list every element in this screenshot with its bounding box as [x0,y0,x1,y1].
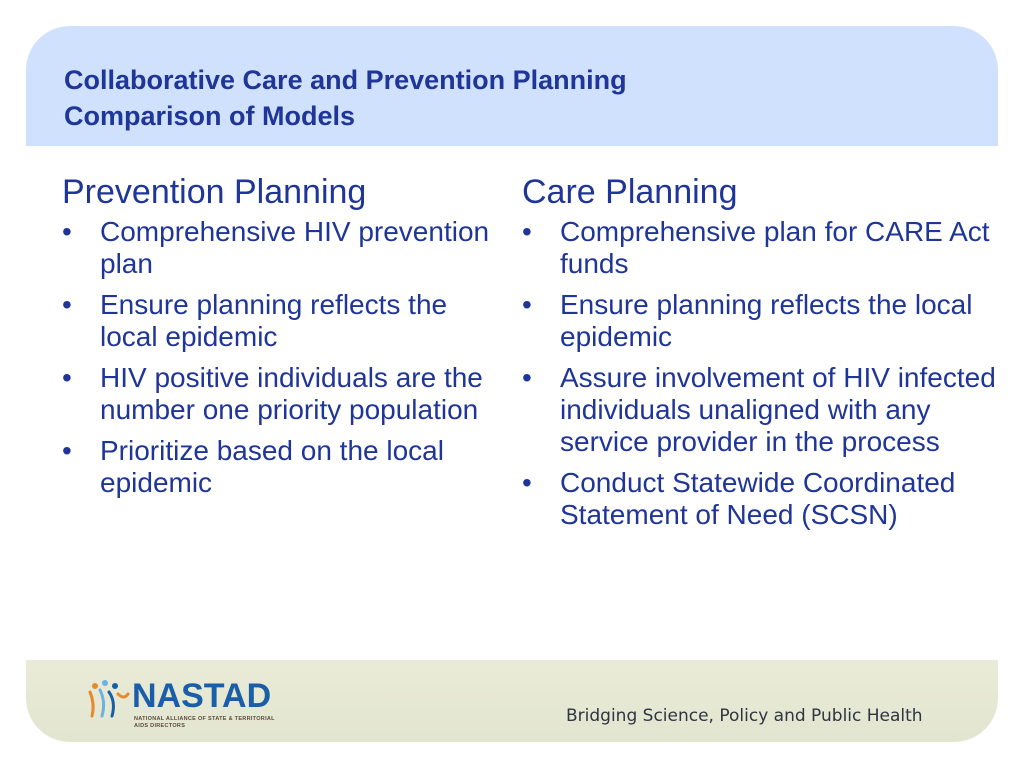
list-item-text: Ensure planning reflects the local epidemic [100,289,448,352]
nastad-people-logo-icon [88,680,134,720]
care-planning-column [522,171,1002,531]
bullet-icon: • [522,467,532,498]
bullet-icon: • [62,435,72,466]
list-item-text: Ensure planning reflects the local epidemic [560,289,973,352]
bullet-icon: • [62,362,72,393]
slide-title-line-1: Collaborative Care and Prevention Planning [64,65,627,95]
slide-title [64,62,627,134]
logo-wordmark: NASTAD [132,677,272,715]
care-planning-heading: Care Planning [522,173,738,211]
bullet-icon: • [522,216,532,247]
list-item-text: HIV positive individuals are the number one priority population [100,362,483,425]
list-item-text: Comprehensive plan for CARE Act funds [560,216,990,279]
bullet-icon: • [62,216,72,247]
list-item-text: Comprehensive HIV prevention plan [100,216,490,279]
list-item [522,289,1002,353]
list-item [522,216,1002,280]
footer-tagline: Bridging Science, Policy and Public Health [566,706,923,726]
list-item [62,289,492,353]
list-item [522,467,1002,531]
list-item [62,435,492,499]
prevention-bullet-list [62,216,492,499]
list-item-text: Assure involvement of HIV infected individuals unaligned with any service provider in the process [560,362,996,457]
list-item [522,362,1002,458]
prevention-planning-heading: Prevention Planning [62,173,367,211]
logo-subtitle: NATIONAL ALLIANCE OF STATE & TERRITORIAL AIDS DIRECTORS [134,716,275,729]
bullet-icon: • [522,362,532,393]
list-item [62,362,492,426]
care-bullet-list [522,216,1002,531]
prevention-planning-column [62,171,492,499]
slide-title-line-2: Comparison of Models [64,101,356,131]
bullet-icon: • [522,289,532,320]
list-item [62,216,492,280]
nastad-logo [88,676,278,736]
bullet-icon: • [62,289,72,320]
list-item-text: Prioritize based on the local epidemic [100,435,444,498]
list-item-text: Conduct Statewide Coordinated Statement of Need (SCSN) [560,467,956,530]
